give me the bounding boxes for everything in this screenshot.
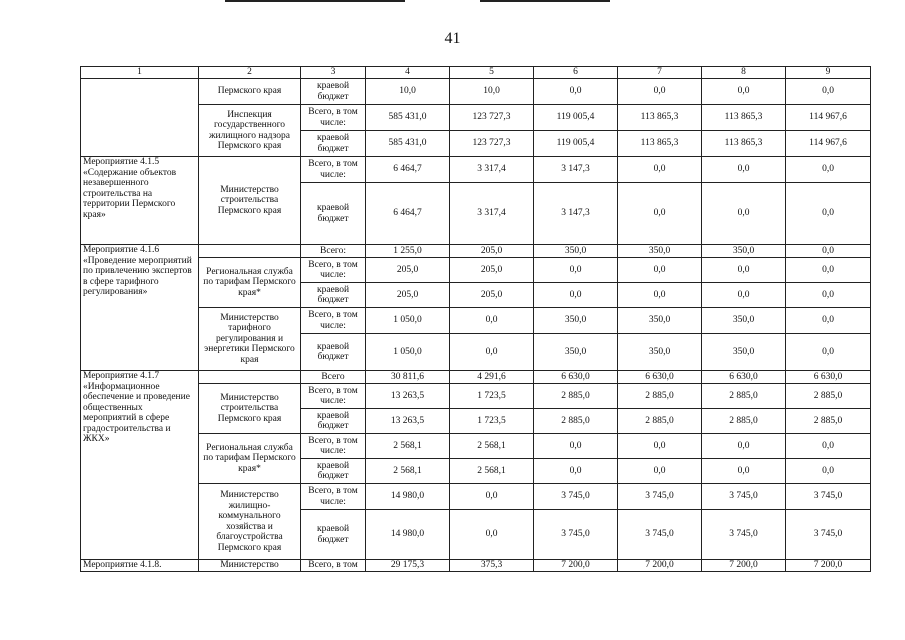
value-cell: 205,0 — [450, 245, 534, 258]
type-cell: Всего, в том числе: — [301, 105, 366, 131]
empty-cell — [199, 371, 301, 384]
table-row — [81, 258, 871, 283]
value-cell: 13 263,5 — [366, 384, 450, 409]
table-row — [81, 67, 871, 79]
budget-table — [80, 66, 871, 572]
value-cell: 113 865,3 — [618, 131, 702, 157]
value-cell: 119 005,4 — [534, 105, 618, 131]
value-cell: 2 885,0 — [702, 409, 786, 434]
value-cell: 3 745,0 — [786, 510, 871, 560]
table-row — [81, 157, 871, 183]
value-cell: 1 255,0 — [366, 245, 450, 258]
value-cell: 113 865,3 — [702, 131, 786, 157]
value-cell: 585 431,0 — [366, 131, 450, 157]
value-cell: 2 885,0 — [702, 384, 786, 409]
value-cell: 13 263,5 — [366, 409, 450, 434]
org-cell: Инспекция государственного жилищного надзора Пермского края — [199, 105, 301, 157]
value-cell: 2 885,0 — [618, 384, 702, 409]
value-cell: 6 630,0 — [786, 371, 871, 384]
value-cell: 350,0 — [534, 308, 618, 334]
table-row — [81, 79, 871, 105]
value-cell: 2 885,0 — [534, 384, 618, 409]
value-cell: 113 865,3 — [702, 105, 786, 131]
type-cell: краевой бюджет — [301, 459, 366, 484]
value-cell: 350,0 — [618, 245, 702, 258]
value-cell: 1 050,0 — [366, 308, 450, 334]
value-cell: 0,0 — [618, 79, 702, 105]
value-cell: 114 967,6 — [786, 105, 871, 131]
type-cell: Всего — [301, 371, 366, 384]
value-cell: 3 317,4 — [450, 157, 534, 183]
type-cell: краевой бюджет — [301, 510, 366, 560]
value-cell: 3 745,0 — [618, 510, 702, 560]
org-cell: Министерство — [199, 560, 301, 572]
type-cell: краевой бюджет — [301, 334, 366, 371]
value-cell: 14 980,0 — [366, 510, 450, 560]
table-row — [81, 371, 871, 384]
value-cell: 123 727,3 — [450, 105, 534, 131]
value-cell: 0,0 — [786, 459, 871, 484]
table-row — [81, 384, 871, 409]
page-number: 41 — [444, 30, 461, 47]
value-cell: 119 005,4 — [534, 131, 618, 157]
value-cell: 0,0 — [702, 283, 786, 308]
value-cell: 0,0 — [618, 283, 702, 308]
value-cell: 350,0 — [702, 334, 786, 371]
value-cell: 0,0 — [534, 434, 618, 459]
value-cell: 350,0 — [618, 308, 702, 334]
value-cell: 6 464,7 — [366, 157, 450, 183]
value-cell: 0,0 — [702, 79, 786, 105]
value-cell: 585 431,0 — [366, 105, 450, 131]
value-cell: 10,0 — [450, 79, 534, 105]
org-cell: Министерство строительства Пермского края — [199, 157, 301, 245]
value-cell: 205,0 — [366, 283, 450, 308]
value-cell: 0,0 — [786, 308, 871, 334]
value-cell: 375,3 — [450, 560, 534, 572]
table-row — [81, 245, 871, 258]
value-cell: 29 175,3 — [366, 560, 450, 572]
table-row — [81, 434, 871, 459]
column-header: 1 — [81, 67, 199, 79]
value-cell: 2 885,0 — [618, 409, 702, 434]
type-cell: Всего, в том числе: — [301, 157, 366, 183]
column-header: 5 — [450, 67, 534, 79]
type-cell: Всего: — [301, 245, 366, 258]
type-cell: Всего, в том — [301, 560, 366, 572]
value-cell: 7 200,0 — [534, 560, 618, 572]
value-cell: 0,0 — [786, 183, 871, 245]
type-cell: Всего, в том числе: — [301, 434, 366, 459]
type-cell: Всего, в том числе: — [301, 308, 366, 334]
type-cell: краевой бюджет — [301, 79, 366, 105]
value-cell: 3 147,3 — [534, 157, 618, 183]
value-cell: 113 865,3 — [618, 105, 702, 131]
type-cell: краевой бюджет — [301, 409, 366, 434]
column-header: 8 — [702, 67, 786, 79]
value-cell: 0,0 — [450, 334, 534, 371]
value-cell: 1 723,5 — [450, 384, 534, 409]
column-header: 3 — [301, 67, 366, 79]
value-cell: 3 147,3 — [534, 183, 618, 245]
value-cell: 0,0 — [534, 459, 618, 484]
value-cell: 1 723,5 — [450, 409, 534, 434]
value-cell: 2 885,0 — [786, 409, 871, 434]
value-cell: 0,0 — [786, 157, 871, 183]
value-cell: 350,0 — [702, 308, 786, 334]
value-cell: 0,0 — [786, 283, 871, 308]
value-cell: 6 630,0 — [618, 371, 702, 384]
type-cell: краевой бюджет — [301, 283, 366, 308]
empty-cell — [199, 245, 301, 258]
value-cell: 0,0 — [786, 334, 871, 371]
value-cell: 114 967,6 — [786, 131, 871, 157]
value-cell: 350,0 — [618, 334, 702, 371]
value-cell: 0,0 — [534, 283, 618, 308]
column-header: 2 — [199, 67, 301, 79]
value-cell: 0,0 — [618, 459, 702, 484]
org-cell: Министерство тарифного регулирования и энергетики Пермского края — [199, 308, 301, 371]
org-cell: Министерство строительства Пермского края — [199, 384, 301, 434]
value-cell: 7 200,0 — [786, 560, 871, 572]
value-cell: 0,0 — [618, 434, 702, 459]
value-cell: 0,0 — [786, 434, 871, 459]
value-cell: 3 745,0 — [702, 484, 786, 510]
type-cell: краевой бюджет — [301, 183, 366, 245]
value-cell: 3 745,0 — [618, 484, 702, 510]
value-cell: 4 291,6 — [450, 371, 534, 384]
value-cell: 0,0 — [618, 183, 702, 245]
value-cell: 123 727,3 — [450, 131, 534, 157]
value-cell: 10,0 — [366, 79, 450, 105]
table-row — [81, 105, 871, 131]
value-cell: 2 568,1 — [366, 459, 450, 484]
value-cell: 350,0 — [534, 245, 618, 258]
value-cell: 0,0 — [786, 258, 871, 283]
column-header: 9 — [786, 67, 871, 79]
value-cell: 2 568,1 — [366, 434, 450, 459]
value-cell: 3 745,0 — [786, 484, 871, 510]
value-cell: 0,0 — [786, 245, 871, 258]
value-cell: 6 630,0 — [534, 371, 618, 384]
value-cell: 0,0 — [702, 434, 786, 459]
value-cell: 0,0 — [702, 183, 786, 245]
org-cell: Пермского края — [199, 79, 301, 105]
value-cell: 30 811,6 — [366, 371, 450, 384]
value-cell: 2 568,1 — [450, 434, 534, 459]
value-cell: 0,0 — [702, 157, 786, 183]
value-cell: 3 745,0 — [534, 484, 618, 510]
top-rule — [480, 0, 610, 2]
value-cell: 0,0 — [702, 258, 786, 283]
activity-name: Мероприятие 4.1.7 «Информационное обеспечение и проведение общественных мероприятий в сфере градостроительства и ЖКХ» — [81, 371, 199, 560]
table-row — [81, 308, 871, 334]
value-cell: 205,0 — [366, 258, 450, 283]
table-row — [81, 560, 871, 572]
value-cell: 205,0 — [450, 283, 534, 308]
value-cell: 0,0 — [534, 258, 618, 283]
value-cell: 6 464,7 — [366, 183, 450, 245]
value-cell: 0,0 — [786, 79, 871, 105]
type-cell: краевой бюджет — [301, 131, 366, 157]
value-cell: 2 885,0 — [786, 384, 871, 409]
org-cell: Региональная служба по тарифам Пермского края* — [199, 434, 301, 484]
value-cell: 3 317,4 — [450, 183, 534, 245]
value-cell: 0,0 — [450, 308, 534, 334]
org-cell: Министерство жилищно-коммунального хозяйства и благоустройства Пермского края — [199, 484, 301, 560]
activity-name: Мероприятие 4.1.8. — [81, 560, 199, 572]
value-cell: 0,0 — [702, 459, 786, 484]
value-cell: 2 568,1 — [450, 459, 534, 484]
value-cell: 2 885,0 — [534, 409, 618, 434]
value-cell: 3 745,0 — [534, 510, 618, 560]
value-cell: 3 745,0 — [702, 510, 786, 560]
table-row — [81, 484, 871, 510]
type-cell: Всего, в том числе: — [301, 384, 366, 409]
value-cell: 7 200,0 — [702, 560, 786, 572]
value-cell: 7 200,0 — [618, 560, 702, 572]
column-header: 4 — [366, 67, 450, 79]
activity-name: Мероприятие 4.1.6 «Проведение мероприятий по привлечению экспертов в сфере тарифного регулирования» — [81, 245, 199, 371]
type-cell: Всего, в том числе: — [301, 484, 366, 510]
value-cell: 1 050,0 — [366, 334, 450, 371]
value-cell: 0,0 — [450, 510, 534, 560]
org-cell: Региональная служба по тарифам Пермского края* — [199, 258, 301, 308]
type-cell: Всего, в том числе: — [301, 258, 366, 283]
value-cell: 0,0 — [618, 258, 702, 283]
value-cell: 350,0 — [534, 334, 618, 371]
value-cell: 14 980,0 — [366, 484, 450, 510]
value-cell: 350,0 — [702, 245, 786, 258]
value-cell: 0,0 — [534, 79, 618, 105]
value-cell: 0,0 — [618, 157, 702, 183]
value-cell: 6 630,0 — [702, 371, 786, 384]
value-cell: 0,0 — [450, 484, 534, 510]
value-cell: 205,0 — [450, 258, 534, 283]
column-header: 6 — [534, 67, 618, 79]
empty-cell — [81, 79, 199, 157]
activity-name: Мероприятие 4.1.5 «Содержание объектов незавершенного строительства на территории Пермского края» — [81, 157, 199, 245]
top-rule — [225, 0, 405, 2]
column-header: 7 — [618, 67, 702, 79]
